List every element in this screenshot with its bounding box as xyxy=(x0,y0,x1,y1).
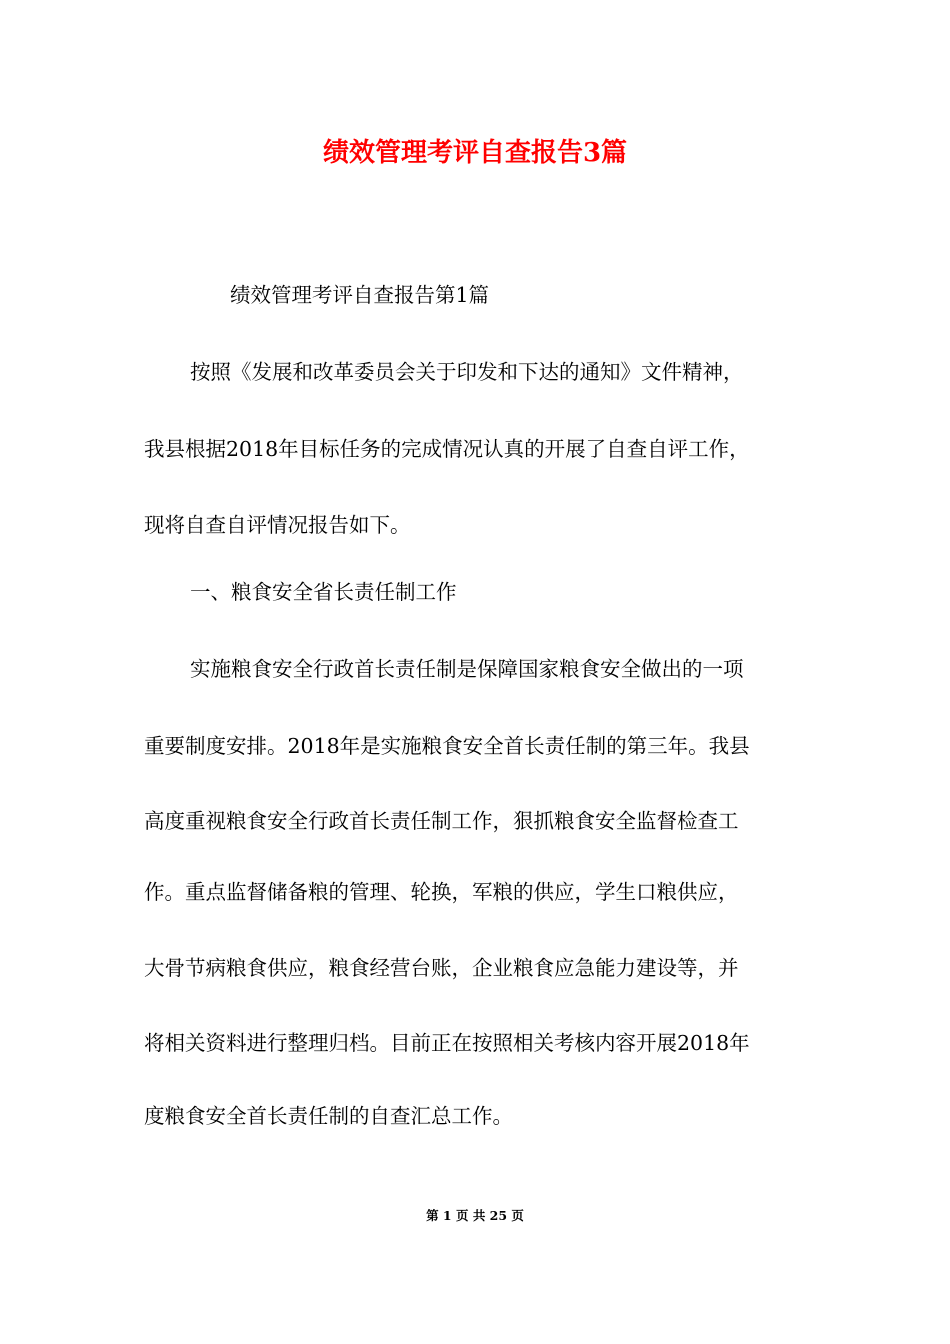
paragraph-line: 现将自查自评情况报告如下。 xyxy=(144,513,411,537)
section-heading-1: 绩效管理考评自查报告第1篇 xyxy=(230,283,490,307)
document-title: 绩效管理考评自查报告3篇 xyxy=(322,138,628,168)
paragraph-line: 度粮食安全首长责任制的自查汇总工作。 xyxy=(144,1104,513,1128)
paragraph-line: 我县根据2018年目标任务的完成情况认真的开展了自查自评工作， xyxy=(144,437,750,461)
paragraph-line: 按照《发展和改革委员会关于印发和下达的通知》文件精神， xyxy=(190,360,744,384)
paragraph-line: 重要制度安排。2018年是实施粮食安全首长责任制的第三年。我县 xyxy=(144,734,750,758)
paragraph-line: 作。重点监督储备粮的管理、轮换，军粮的供应，学生口粮供应， xyxy=(144,880,739,904)
paragraph-line: 大骨节病粮食供应，粮食经营台账，企业粮食应急能力建设等，并 xyxy=(144,956,739,980)
section-subheading: 一、粮食安全省长责任制工作 xyxy=(190,580,457,604)
page-footer: 第 1 页 共 25 页 xyxy=(426,1208,524,1223)
paragraph-line: 实施粮食安全行政首长责任制是保障国家粮食安全做出的一项 xyxy=(190,657,744,681)
paragraph-line: 高度重视粮食安全行政首长责任制工作，狠抓粮食安全监督检查工 xyxy=(144,809,739,833)
paragraph-line: 将相关资料进行整理归档。目前正在按照相关考核内容开展2018年 xyxy=(144,1031,750,1055)
